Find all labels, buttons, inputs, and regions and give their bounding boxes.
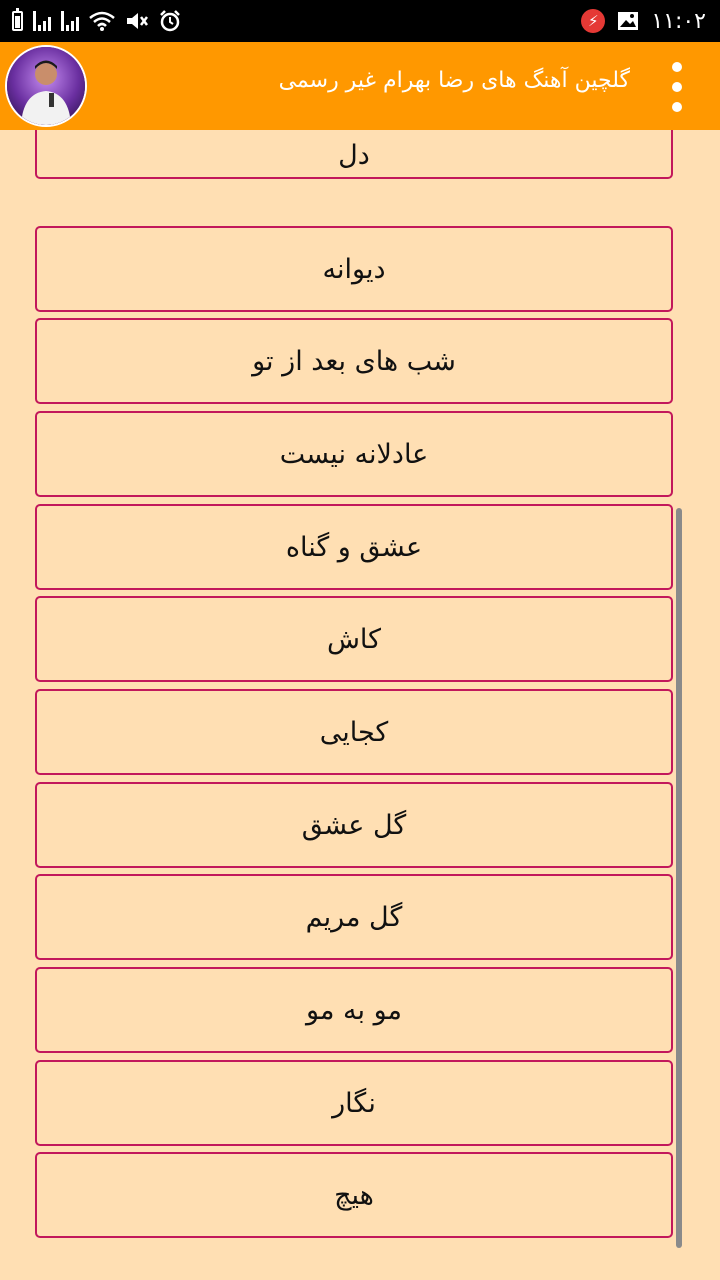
- song-label: عادلانه نیست: [279, 438, 429, 470]
- battery-icon: [12, 11, 23, 31]
- song-label: دیوانه: [322, 253, 386, 285]
- app-bar: [0, 42, 720, 130]
- song-label: گل عشق: [301, 809, 407, 841]
- charging-icon: ⚡: [581, 9, 605, 33]
- song-label: دل: [338, 140, 370, 171]
- song-item[interactable]: [35, 1152, 673, 1238]
- song-item[interactable]: [35, 504, 673, 590]
- signal-icon: [33, 11, 51, 31]
- song-item[interactable]: [35, 226, 673, 312]
- song-label: گل مریم: [305, 901, 403, 933]
- app-title: گلچین آهنگ های رضا بهرام غیر رسمی: [278, 68, 630, 93]
- song-item[interactable]: [35, 1060, 673, 1146]
- song-label: شب های بعد از تو: [252, 345, 456, 377]
- song-item[interactable]: [35, 689, 673, 775]
- avatar-image: [7, 47, 85, 125]
- song-label: کجایی: [319, 716, 389, 748]
- song-label: کاش: [326, 623, 382, 655]
- list-scrollbar[interactable]: [676, 508, 682, 1248]
- song-item[interactable]: [35, 782, 673, 868]
- song-item[interactable]: [35, 318, 673, 404]
- signal-icon: [61, 11, 79, 31]
- alarm-icon: [159, 10, 181, 32]
- song-label: مو به مو: [306, 994, 402, 1026]
- song-item[interactable]: [35, 874, 673, 960]
- song-item[interactable]: [35, 967, 673, 1053]
- song-item[interactable]: [35, 596, 673, 682]
- image-notification-icon: [617, 11, 639, 31]
- song-label: نگار: [332, 1087, 376, 1119]
- song-label: عشق و گناه: [285, 531, 423, 563]
- status-icons-right: [581, 8, 706, 34]
- status-icons-left: [12, 8, 181, 34]
- artist-avatar[interactable]: [5, 45, 87, 127]
- song-list: [0, 130, 720, 1280]
- wifi-icon: [89, 10, 115, 32]
- overflow-menu-icon[interactable]: [665, 62, 689, 112]
- song-item[interactable]: [35, 130, 673, 179]
- song-label: هیچ: [334, 1179, 374, 1211]
- status-bar: [0, 0, 720, 42]
- status-clock: ۱۱:۰۲: [651, 8, 706, 34]
- mute-icon: [125, 10, 149, 32]
- song-item[interactable]: [35, 411, 673, 497]
